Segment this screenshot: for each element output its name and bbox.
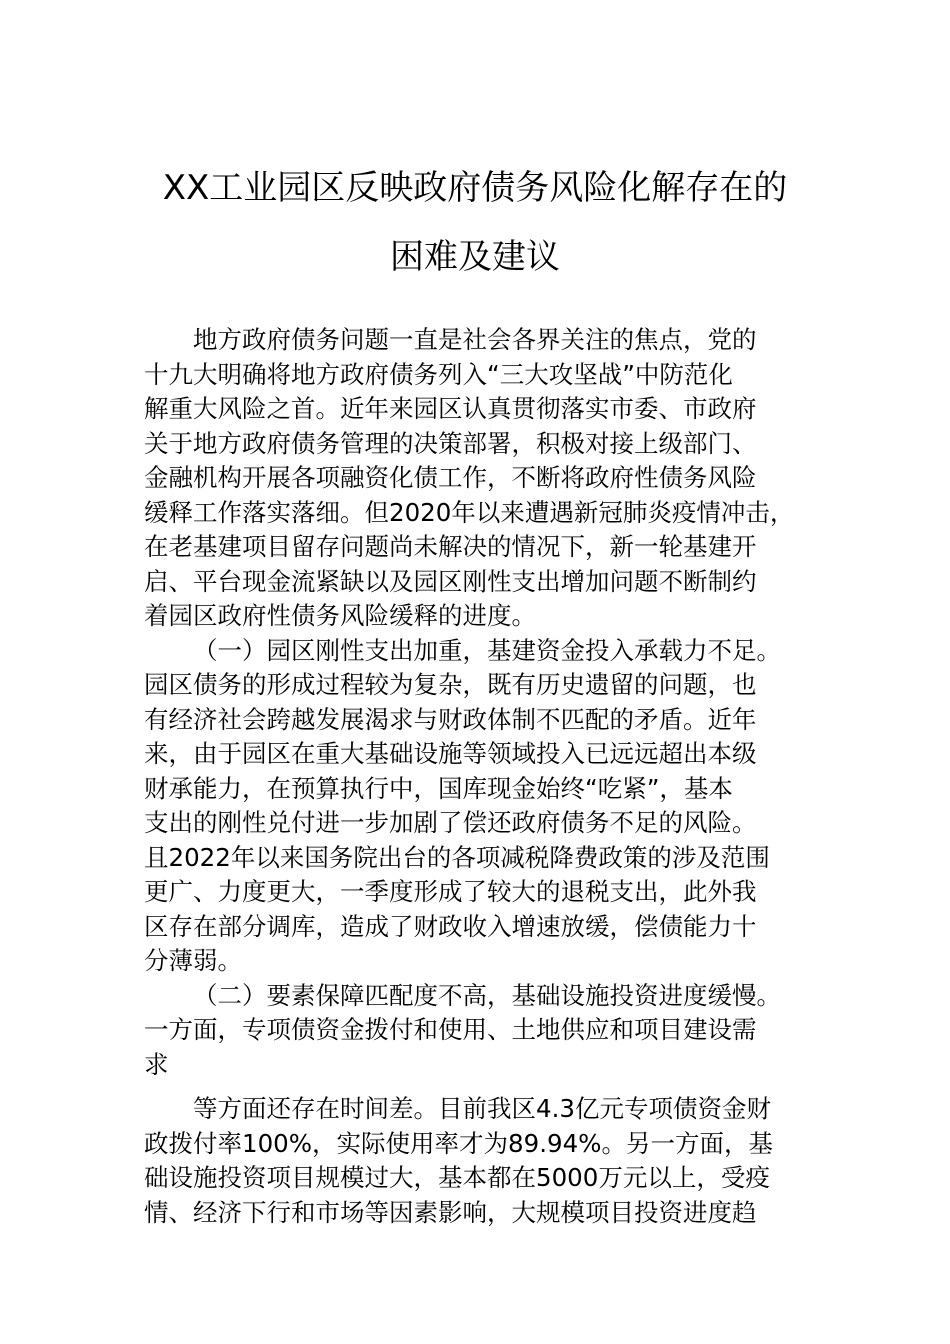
body-line-20: （二）要素保障匹配度不高，基础设施投资进度缓慢。 <box>193 980 781 1010</box>
body-line-2: 十九大明确将地方政府债务列入“三大攻坚战”中防范化 <box>144 359 733 389</box>
body-line-23: 等方面还存在时间差。目前我区4.3亿元专项债资金财 <box>193 1094 771 1123</box>
body-line-19: 分薄弱。 <box>144 946 242 975</box>
body-line-18: 区存在部分调库，造成了财政收入增速放缓，偿债能力十 <box>144 911 757 941</box>
body-line-11: 园区债务的形成过程较为复杂，既有历史遗留的问题，也 <box>144 670 757 699</box>
paragraph-gap <box>144 1082 814 1092</box>
document-title-line-2: 困难及建议 <box>390 237 560 277</box>
body-line-4: 关于地方政府债务管理的决策部署，积极对接上级部门、 <box>144 428 757 458</box>
body-line-16: 且2022年以来国务院出台的各项减税降费政策的涉及范围 <box>144 842 770 872</box>
body-line-21: 一方面，专项债资金拨付和使用、土地供应和项目建设需 <box>144 1015 757 1044</box>
body-line-6: 缓释工作落实落细。但2020年以来遭遇新冠肺炎疫情冲击， <box>144 497 795 527</box>
body-line-15: 支出的刚性兑付进一步加剧了偿还政府债务不足的风险。 <box>144 808 757 837</box>
body-line-17: 更广、力度更大，一季度形成了较大的退税支出，此外我 <box>144 877 757 906</box>
body-line-25: 础设施投资项目规模过大，基本都在5000万元以上，受疫 <box>144 1163 770 1192</box>
body-line-22: 求 <box>144 1049 169 1079</box>
body-line-8: 启、平台现金流紧缺以及园区刚性支出增加问题不断制约 <box>144 566 757 596</box>
body-line-13: 来，由于园区在重大基础设施等领域投入已远远超出本级 <box>144 739 757 768</box>
body-line-24: 政拨付率100%，实际使用率才为89.94%。另一方面，基 <box>144 1128 773 1158</box>
body-line-14: 财承能力，在预算执行中，国库现金始终“吃紧”，基本 <box>144 773 733 803</box>
body-line-1: 地方政府债务问题一直是社会各界关注的焦点，党的 <box>193 325 757 354</box>
body-line-9: 着园区政府性债务风险缓释的进度。 <box>144 601 536 630</box>
body-line-3: 解重大风险之首。近年来园区认真贯彻落实市委、市政府 <box>144 394 757 423</box>
body-line-12: 有经济社会跨越发展渴求与财政体制不匹配的矛盾。近年 <box>144 704 757 734</box>
body-line-10: （一）园区刚性支出加重，基建资金投入承载力不足。 <box>193 635 781 665</box>
body-line-7: 在老基建项目留存问题尚未解决的情况下，新一轮基建开 <box>144 532 757 561</box>
document-body <box>144 323 814 1230</box>
body-line-26: 情、经济下行和市场等因素影响，大规模项目投资进度趋 <box>144 1197 757 1227</box>
body-line-5: 金融机构开展各项融资化债工作，不断将政府性债务风险 <box>144 463 757 492</box>
document-title-line-1: XX工业园区反映政府债务风险化解存在的 <box>162 168 788 208</box>
